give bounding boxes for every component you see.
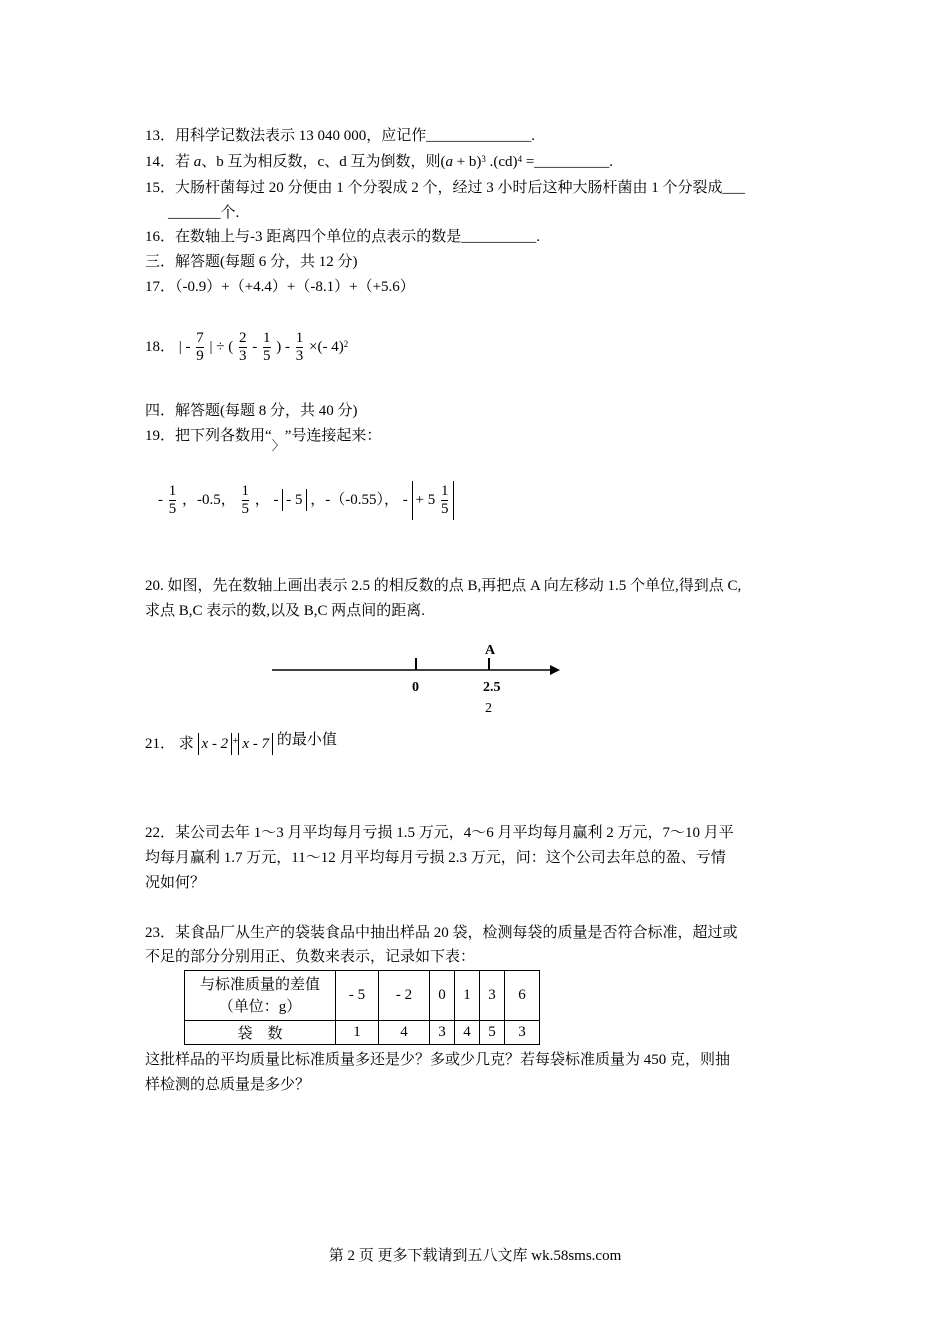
number-line-figure — [270, 640, 570, 720]
q18-f2-denominator: 3 — [239, 348, 247, 365]
q19-f3-numerator: 1 — [440, 483, 449, 500]
table-cell-count: 5 — [480, 1021, 505, 1045]
q22-line1: 22．某公司去年 1～3 月平均每月亏损 1.5 万元，4～6 月平均每月赢利 2 万元，7～10 月平 — [145, 825, 734, 841]
q19-text-2: ”号连接起来： — [284, 428, 382, 444]
q20-line1: 20. 如图，先在数轴上画出表示 2.5 的相反数的点 B,再把点 A 向左移动 1.5 个单位,得到点 C, — [145, 578, 742, 594]
q18-f4-denominator: 3 — [295, 348, 304, 365]
q17-text: （-0.9）+（+4.4）+（-8.1）+（+5.6） — [175, 279, 415, 295]
page-footer: 第 2 页 更多下载请到五八文库 wk.58sms.com — [328, 1248, 622, 1264]
q19-minus-2: - — [402, 492, 408, 508]
q19-fraction-1 — [169, 483, 177, 518]
label-2: 2 — [485, 701, 492, 716]
q14-var-a2: a — [445, 154, 453, 170]
table-cell-diff: 3 — [480, 971, 505, 1021]
q19-number: 19． — [145, 428, 176, 444]
q19-f1-numerator: 1 — [168, 483, 177, 500]
q18-f1-numerator: 7 — [196, 330, 204, 347]
q14-text-d: .(cd) — [485, 154, 518, 170]
q16-end: . — [536, 229, 541, 245]
q18-op-times: ×(- 4) — [309, 339, 344, 355]
q18-number: 18． — [145, 339, 176, 355]
question-13 — [145, 126, 535, 146]
q13-blank: ______________ — [426, 128, 532, 144]
q14-exponent-4: 4 — [517, 154, 523, 164]
q21-abs-1: x - 2 — [198, 733, 233, 755]
question-21 — [145, 730, 337, 758]
table-cell-count: 1 — [336, 1021, 379, 1045]
q18-op-minus: - — [252, 339, 261, 355]
q16-blank: __________ — [461, 229, 537, 245]
q23-line1: 23．某食品厂从生产的袋装食品中抽出样品 20 袋，检测每袋的质量是否符合标准，超过或 — [145, 925, 738, 941]
label-a: A — [485, 643, 496, 658]
q18-f3-numerator: 1 — [263, 330, 271, 347]
question-15-line-1 — [145, 178, 745, 198]
q23-after2: 样检测的总质量是多少？ — [145, 1077, 311, 1093]
table-cell-diff: - 2 — [379, 971, 430, 1021]
q18-f2-numerator: 2 — [239, 330, 247, 347]
q18-fraction-2-3 — [239, 330, 247, 365]
q15-line1: 大肠杆菌每过 20 分便由 1 个分裂成 2 个，经过 3 小时后这种大肠杆菌由 1 个分裂成___ — [175, 180, 746, 196]
q14-number: 14． — [145, 154, 176, 170]
q18-op-div: | ÷ ( — [209, 339, 234, 355]
q13-text: 用科学记数法表示 13 040 000，应记作 — [175, 128, 427, 144]
q18-f1-denominator: 9 — [196, 348, 204, 365]
table-row-diff — [185, 971, 540, 1021]
q19-sep-1: ，-0.5， — [182, 492, 236, 508]
question-19 — [145, 426, 382, 453]
q19-minus-1: - — [158, 492, 163, 508]
q19-abs-1: - 5 — [282, 489, 306, 511]
q19-number-list — [158, 478, 454, 522]
q20-line2: 求点 B,C 表示的数,以及 B,C 两点间的距离. — [145, 603, 426, 619]
table-cell-diff: - 5 — [336, 971, 379, 1021]
q18-abs-open: | - — [178, 339, 195, 355]
q19-sep-2: ， - — [254, 492, 283, 508]
q19-fraction-3 — [441, 483, 449, 518]
section-4-heading: 四．解答题(每题 8 分，共 40 分) — [145, 403, 358, 419]
table-row-count — [185, 1021, 540, 1045]
question-14 — [145, 152, 613, 172]
q23-line2: 不足的部分分别用正、负数来表示，记录如下表： — [145, 949, 476, 965]
table-cell-count: 4 — [455, 1021, 480, 1045]
table-cell-count: 3 — [430, 1021, 455, 1045]
table-cell-diff: 1 — [455, 971, 480, 1021]
q19-sep-3: ，-（-0.55）， — [310, 492, 399, 508]
q17-number: 17． — [145, 279, 176, 295]
q15-number: 15． — [145, 180, 176, 196]
q18-f4-numerator: 1 — [295, 330, 304, 347]
q18-fraction-1-3 — [296, 330, 304, 365]
q13-number: 13． — [145, 128, 176, 144]
q21-post: 的最小值 — [276, 732, 337, 748]
q16-number: 16． — [145, 229, 176, 245]
question-17 — [145, 277, 415, 297]
table-cell-diff: 6 — [505, 971, 540, 1021]
q14-var-a: a — [193, 154, 202, 170]
table-cell-count: 3 — [505, 1021, 540, 1045]
q19-f2-numerator: 1 — [241, 483, 249, 500]
q18-fraction-7-9 — [196, 330, 204, 365]
q14-text-b: 、b 互为相反数，c、d 互为倒数，则( — [201, 154, 446, 170]
q18-fraction-1-5 — [263, 330, 271, 365]
q19-abs-2 — [412, 481, 455, 520]
quality-table — [184, 970, 540, 1045]
q19-fraction-2 — [242, 483, 250, 518]
q14-blank: __________ — [534, 154, 610, 170]
q18-f3-denominator: 5 — [263, 348, 271, 365]
section-3-heading: 三．解答题(每题 6 分，共 12 分) — [145, 254, 358, 270]
q14-text-c: + b) — [452, 154, 482, 170]
label-zero: 0 — [412, 680, 419, 695]
q19-f1-denominator: 5 — [168, 501, 177, 518]
q18-op-close: ) - — [276, 339, 294, 355]
q13-end: . — [531, 128, 536, 144]
question-16 — [145, 227, 540, 247]
q14-end: . — [609, 154, 614, 170]
q21-plus: + — [232, 735, 239, 747]
q19-f2-denominator: 5 — [241, 501, 249, 518]
number-line-arrow — [550, 665, 560, 675]
q14-text-e: = — [522, 154, 535, 170]
q21-number: 21． — [145, 736, 176, 752]
table-header-line1: 与标准质量的差值 — [199, 976, 320, 993]
table-cell-diff: 0 — [430, 971, 455, 1021]
q22-line3: 况如何？ — [145, 875, 206, 891]
table-cell-count: 4 — [379, 1021, 430, 1045]
q23-after1: 这批样品的平均质量比标准质量多还是少？多或少几克？若每袋标准质量为 450 克，则抽 — [145, 1052, 731, 1068]
q18-exponent: 2 — [343, 339, 349, 349]
table-header-line2: （单位：g） — [218, 998, 302, 1015]
question-18 — [145, 325, 348, 369]
q19-symbol: 〉 — [271, 438, 285, 453]
q16-text: 在数轴上与-3 距离四个单位的点表示的数是 — [175, 229, 462, 245]
q19-abs2-whole: + 5 — [415, 492, 436, 508]
table-header-cell — [185, 971, 336, 1021]
label-2-5: 2.5 — [483, 680, 501, 695]
q22-line2: 均每月赢利 1.7 万元，11～12 月平均每月亏损 2.3 万元，问：这个公司去年总的盈、亏情 — [145, 850, 726, 866]
q14-exponent-3: 3 — [481, 154, 486, 164]
q21-abs-2: x - 7 — [238, 733, 273, 755]
q14-text-a: 若 — [175, 154, 194, 170]
table-row2-label: 袋 数 — [185, 1021, 336, 1045]
q19-text-1: 把下列各数用“ — [175, 428, 272, 444]
q21-pre: 求 — [178, 736, 194, 752]
q19-f3-denominator: 5 — [440, 501, 449, 518]
q15-line2: _______个. — [168, 205, 240, 221]
